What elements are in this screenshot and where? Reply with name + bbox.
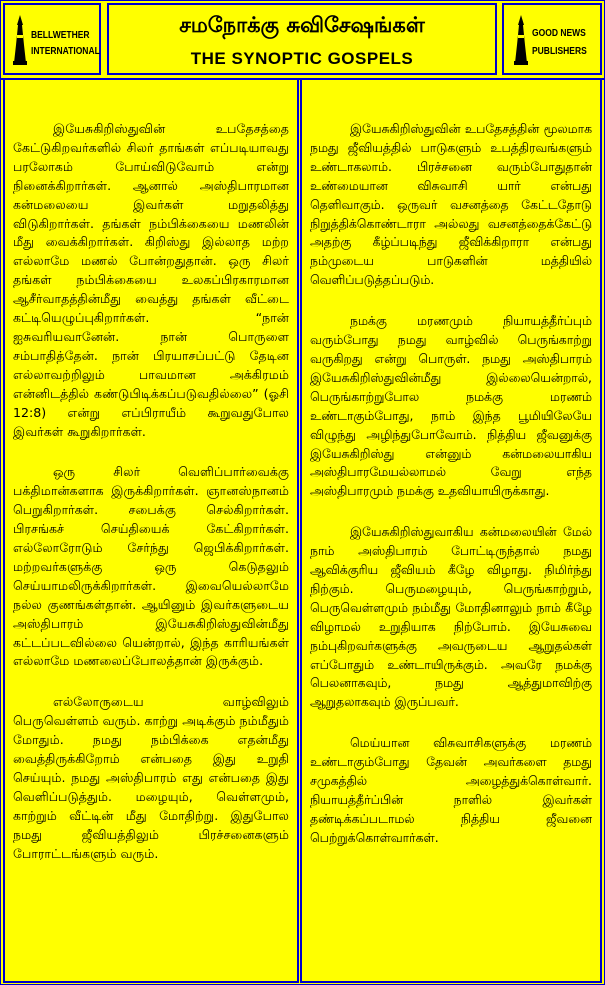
logo-right-line1: GOOD NEWS [532,28,586,39]
tower-icon [11,15,29,65]
tower-icon [512,15,530,65]
paragraph: எல்லோருடைய வாழ்விலும் பெருவெள்ளம் வரும். காற்று அடிக்கும் நம்மீதும் மோதும். நமது நம்பிக்கை எதன்மீது வைத்திருக்கிறோம் என்பதை இது உறுதி செய்யும். நமது அஸ்திபாரம் எது என்பதை இது வெளிப்படுத்தும். மழையும், வெள்ளமும், காற்றும் வீட்டின் மீது மோதிற்று. இதுபோல நமது ஜீவியத்திலும் பிரச்சனைகளும் போராட்டங்களும் வரும். [13,694,289,861]
logo-right [502,3,602,75]
paragraph: இயேசுகிறிஸ்துவின் உபதேசத்தை கேட்டுகிறவர்களில் சிலர் தாங்கள் எப்படியாவது பரலோகம் போய்விடுவோம் என்று நினைக்கிறார்கள். ஆனால் அஸ்திபாரமான கன்மலையை இவர்கள் மறுதலித்து விடுகிறார்கள். தங்கள் நம்பிக்கையை மணலின் மீது வைக்கிறார்கள். கிறிஸ்து இல்லாத மற்ற எல்லாமே மணல் போன்றதுதான். ஒரு சிலர் தங்கள் நம்பிக்கையை உலகப்பிரகாரமான ஆசீர்வாதத்தின்மீது வைத்து தங்கள் வீட்டை கட்டியெழுப்புகிறார்கள். “நான் ஐசுவரியவானேன். நான் பொருளை சம்பாதித்தேன். நான் பிரயாசப்பட்டு தேடின எல்லாவற்றிலும் பாவமான அக்கிரமம் என்னிடத்தில் கண்டுபிடிக்கப்படுவதில்லை” (ஓசி 12:8) என்று எப்பிராயீம் கூறுவதுபோல இவர்கள் கூறுகிறார்கள். [13,121,289,439]
header [0,0,605,78]
logo-right-line2: PUBLISHERS [532,46,587,57]
right-column [300,80,602,983]
left-column [3,80,299,983]
paragraph: இயேசுகிறிஸ்துவாகிய கன்மலையின் மேல் நாம் அஸ்திபாரம் போட்டிருந்தால் நமது ஆவிக்குரிய ஜீவியம் கீழே விழாது. நிமிர்ந்து நிற்கும். பெருமழையும், பெருங்காற்றும், பெருவெள்ளமும் நம்மீது மோதினாலும் நாம் கீழே விழாமல் உறுதியாக நிற்போம். இயேசுவை நம்புகிறவர்களுக்கு அவருடைய ஆறுதல்கள் எப்போதும் உண்டாயிருக்கும். அவரே நமக்கு பெலனாகவும், நமது ஆத்துமாவிற்கு ஆறுதலாகவும் இருப்பவர். [310,524,592,710]
logo-left [3,3,101,75]
paragraph: இயேசுகிறிஸ்துவின் உபதேசத்தின் மூலமாக நமது ஜீவியத்தில் பாடுகளும் உபத்திரவங்களும் உண்டாகலாம். பிரச்சனை வரும்போதுதான் உண்மையான விசுவாசி யார் என்பது தெளிவாகும். ஒருவர் வசனத்தை கேட்டதோடு நிறுத்திக்கொண்டாரா அல்லது வசனத்தைக்கேட்டு அதற்கு கீழ்ப்படிந்து ஜீவிக்கிறாரா என்பது நம்முடைய பாடுகளின் மத்தியில் வெளிப்படுத்தப்படும். [310,121,592,288]
page-title-tamil: சமநோக்கு சுவிசேஷங்கள் [179,13,425,37]
paragraph: ஒரு சிலர் வெளிப்பார்வைக்கு பக்திமான்களாக இருக்கிறார்கள். ஞானஸ்நானம் பெறுகிறார்கள். சபைக்கு செல்கிறார்கள். பிரசங்கச் செய்தியைக் கேட்கிறார்கள். எல்லோரோடும் சேர்ந்து ஜெபிக்கிறார்கள். மற்றவர்களுக்கு ஒரு கெடுதலும் செய்யாமலிருக்கிறார்கள். இவையெல்லாமே நல்ல குணங்கள்தான். ஆயினும் இவர்களுடைய அஸ்திபாரம் இயேசுகிறிஸ்துவின்மீது கட்டப்படவில்லை யென்றால், இந்த காரியங்கள் எல்லாமே மணலைப்போலத்தான் இருக்கும். [13,464,289,669]
title-box [107,3,497,75]
logo-left-line2: INTERNATIONAL [31,46,100,57]
paragraph: நமக்கு மரணமும் நியாயத்தீர்ப்பும் வரும்போது நமது வாழ்வில் பெருங்காற்று வருகிறது என்று பொருள். நமது அஸ்திபாரம் இயேசுகிறிஸ்துவின்மீது இல்லையென்றால், பெருங்காற்றுபோல நமக்கு மரணம் உண்டாகும்போது, நாம் இந்த பூமியிலேயே விழுந்து அழிந்துபோவோம். நித்திய ஜீவனுக்கு இயேசுகிறிஸ்து என்னும் கன்மலையாகிய அஸ்திபாரமேயல்லாமல் வேறு எந்த அஸ்திபாரமும் நமக்கு உதவியாயிருக்காது. [310,313,592,499]
logo-left-line1: BELLWETHER [31,30,90,41]
paragraph: மெய்யான விசுவாசிகளுக்கு மரணம் உண்டாகும்போது தேவன் அவர்களை தமது சமுகத்தில் அழைத்துக்கொள்வார். நியாயத்தீர்ப்பின் நாளில் இவர்கள் தண்டிக்கப்படாமல் நித்திய ஜீவனை பெற்றுக்கொள்வார்கள். [310,735,592,845]
page-title-english: THE SYNOPTIC GOSPELS [190,49,414,68]
